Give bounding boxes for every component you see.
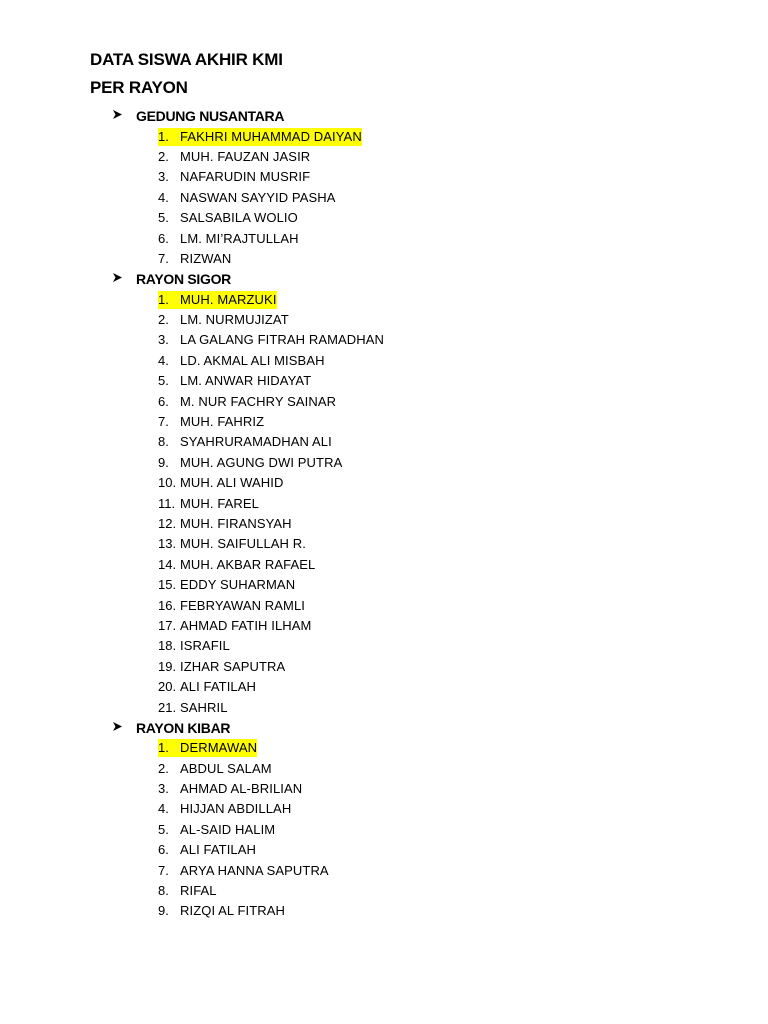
list-number: 1. xyxy=(158,291,169,307)
student-name: DERMAWAN xyxy=(180,740,258,756)
student-name: SAHRIL xyxy=(180,699,228,715)
student-name: RIFAL xyxy=(180,883,217,899)
student-name: MUH. ALI WAHID xyxy=(180,475,284,491)
student-name: AHMAD FATIH ILHAM xyxy=(180,617,312,633)
student-list-item xyxy=(90,351,730,371)
entry xyxy=(158,454,342,472)
list-number: 10. xyxy=(158,475,177,491)
student-name: ALI FATILAH xyxy=(180,679,256,695)
student-list-item xyxy=(90,290,730,310)
entry xyxy=(158,372,311,390)
student-name: AHMAD AL-BRILIAN xyxy=(180,781,303,797)
entry xyxy=(158,230,299,248)
list-number: 18. xyxy=(158,638,177,654)
student-list-item xyxy=(90,575,730,595)
student-list-item xyxy=(90,493,730,513)
student-name: M. NUR FACHRY SAINAR xyxy=(180,393,337,409)
student-name: ISRAFIL xyxy=(180,638,230,654)
entry xyxy=(158,699,228,717)
student-name: LM. ANWAR HIDAYAT xyxy=(180,373,312,389)
student-name: SYAHRURAMADHAN ALI xyxy=(180,434,332,450)
list-number: 14. xyxy=(158,556,177,572)
student-list-item xyxy=(90,228,730,248)
student-name: LM. NURMUJIZAT xyxy=(180,312,289,328)
list-number: 7. xyxy=(158,862,169,878)
student-name: LA GALANG FITRAH RAMADHAN xyxy=(180,332,385,348)
student-list-item xyxy=(90,595,730,615)
list-number: 8. xyxy=(158,434,169,450)
section-title: RAYON SIGOR xyxy=(136,271,231,288)
student-list-item xyxy=(90,779,730,799)
entry xyxy=(158,209,298,227)
section-heading xyxy=(112,106,730,126)
entry xyxy=(158,148,310,166)
student-name: AL-SAID HALIM xyxy=(180,821,276,837)
list-number: 12. xyxy=(158,516,177,531)
entry xyxy=(158,331,384,349)
list-number: 3. xyxy=(158,781,169,797)
entry xyxy=(158,780,302,798)
student-list-item xyxy=(90,881,730,901)
student-list-item xyxy=(90,677,730,697)
student-list-item xyxy=(90,310,730,330)
rayon-sections xyxy=(90,106,730,922)
list-number: 19. xyxy=(158,658,177,674)
student-list-item xyxy=(90,473,730,493)
document-page xyxy=(90,46,730,922)
student-list-item xyxy=(90,432,730,452)
entry xyxy=(158,413,264,431)
student-list-item xyxy=(90,534,730,554)
student-name: IZHAR SAPUTRA xyxy=(180,658,286,674)
student-list-item xyxy=(90,738,730,758)
student-name: MUH. MARZUKI xyxy=(180,291,277,307)
student-name: RIZQI AL FITRAH xyxy=(180,903,286,919)
section-heading xyxy=(112,718,730,738)
entry xyxy=(158,515,292,533)
list-number: 7. xyxy=(158,414,169,430)
student-name: LM. MI’RAJTULLAH xyxy=(180,230,299,246)
entry xyxy=(158,882,217,900)
entry xyxy=(158,821,275,839)
list-number: 1. xyxy=(158,740,169,756)
student-list-item xyxy=(90,820,730,840)
entry xyxy=(158,393,336,411)
entry xyxy=(158,311,289,329)
student-name: MUH. FAHRIZ xyxy=(180,414,265,430)
student-list xyxy=(90,126,730,269)
student-name: HIJJAN ABDILLAH xyxy=(180,801,292,817)
student-name: EDDY SUHARMAN xyxy=(180,577,296,593)
student-list-item xyxy=(90,126,730,146)
list-number: 5. xyxy=(158,210,169,226)
student-list-item xyxy=(90,391,730,411)
document-title-line-1: DATA SISWA AKHIR KMI xyxy=(90,50,283,69)
student-list-item xyxy=(90,412,730,432)
student-list-item xyxy=(90,840,730,860)
entry xyxy=(158,168,310,186)
student-list-item xyxy=(90,555,730,575)
student-name: MUH. FIRANSYAH xyxy=(180,516,292,531)
list-number: 9. xyxy=(158,454,169,470)
entry xyxy=(158,862,329,880)
arrowhead-bullet-icon xyxy=(112,106,136,126)
student-list xyxy=(90,738,730,922)
entry xyxy=(158,535,306,553)
list-number: 8. xyxy=(158,883,169,899)
student-list xyxy=(90,290,730,718)
list-number: 6. xyxy=(158,230,169,246)
list-number: 4. xyxy=(158,352,169,368)
arrowhead-bullet-icon xyxy=(112,718,136,738)
student-name: MUH. FAREL xyxy=(180,495,260,511)
highlighted-entry xyxy=(158,739,257,757)
list-number: 3. xyxy=(158,169,169,185)
list-number: 5. xyxy=(158,373,169,389)
list-number: 13. xyxy=(158,536,177,552)
list-number: 2. xyxy=(158,148,169,164)
section-heading xyxy=(112,269,730,289)
student-name: RIZWAN xyxy=(180,250,232,266)
student-name: ARYA HANNA SAPUTRA xyxy=(180,862,329,878)
section-title: RAYON KIBAR xyxy=(136,719,231,736)
list-number: 7. xyxy=(158,250,169,266)
student-list-item xyxy=(90,371,730,391)
list-number: 20. xyxy=(158,679,177,695)
student-name: MUH. AKBAR RAFAEL xyxy=(180,556,316,572)
student-list-item xyxy=(90,167,730,187)
student-list-item xyxy=(90,208,730,228)
student-name: NAFARUDIN MUSRIF xyxy=(180,169,311,185)
entry xyxy=(158,637,230,655)
list-number: 15. xyxy=(158,577,177,593)
list-number: 4. xyxy=(158,801,169,817)
list-number: 11. xyxy=(158,495,176,511)
entry xyxy=(158,800,291,818)
student-name: NASWAN SAYYID PASHA xyxy=(180,189,336,205)
student-list-item xyxy=(90,453,730,473)
arrowhead-bullet-icon xyxy=(112,269,136,289)
entry xyxy=(158,760,272,778)
entry xyxy=(158,841,256,859)
entry xyxy=(158,352,325,370)
list-number: 9. xyxy=(158,903,169,919)
student-list-item xyxy=(90,636,730,656)
entry xyxy=(158,576,295,594)
list-number: 4. xyxy=(158,189,169,205)
student-list-item xyxy=(90,799,730,819)
list-number: 2. xyxy=(158,312,169,328)
student-name: MUH. AGUNG DWI PUTRA xyxy=(180,454,343,470)
entry xyxy=(158,678,256,696)
list-number: 1. xyxy=(158,128,169,144)
student-list-item xyxy=(90,330,730,350)
student-list-item xyxy=(90,759,730,779)
section-title: GEDUNG NUSANTARA xyxy=(136,108,285,125)
list-number: 17. xyxy=(158,617,177,633)
entry xyxy=(158,617,311,635)
entry xyxy=(158,433,332,451)
list-number: 5. xyxy=(158,821,169,837)
student-name: FAKHRI MUHAMMAD DAIYAN xyxy=(180,128,362,144)
student-list-item xyxy=(90,616,730,636)
entry xyxy=(158,495,259,513)
entry xyxy=(158,556,315,574)
student-list-item xyxy=(90,860,730,880)
student-name: MUH. FAUZAN JASIR xyxy=(180,148,311,164)
entry xyxy=(158,597,305,615)
list-number: 3. xyxy=(158,332,169,348)
student-name: LD. AKMAL ALI MISBAH xyxy=(180,352,325,368)
student-list-item xyxy=(90,249,730,269)
student-list-item xyxy=(90,514,730,534)
list-number: 6. xyxy=(158,842,169,858)
student-list-item xyxy=(90,901,730,921)
entry xyxy=(158,658,285,676)
student-list-item xyxy=(90,147,730,167)
student-list-item xyxy=(90,657,730,677)
student-name: ABDUL SALAM xyxy=(180,760,272,776)
list-number: 2. xyxy=(158,760,169,776)
entry xyxy=(158,474,283,492)
list-number: 21. xyxy=(158,699,177,715)
student-list-item xyxy=(90,188,730,208)
list-number: 6. xyxy=(158,393,169,409)
student-name: SALSABILA WOLIO xyxy=(180,210,298,226)
list-number: 16. xyxy=(158,597,177,613)
highlighted-entry xyxy=(158,291,277,309)
highlighted-entry xyxy=(158,128,362,146)
entry xyxy=(158,189,336,207)
entry xyxy=(158,250,231,268)
document-title-line-2: PER RAYON xyxy=(90,78,188,97)
entry xyxy=(158,902,285,920)
student-name: MUH. SAIFULLAH R. xyxy=(180,536,306,552)
student-list-item xyxy=(90,697,730,717)
student-name: FEBRYAWAN RAMLI xyxy=(180,597,306,613)
student-name: ALI FATILAH xyxy=(180,842,256,858)
